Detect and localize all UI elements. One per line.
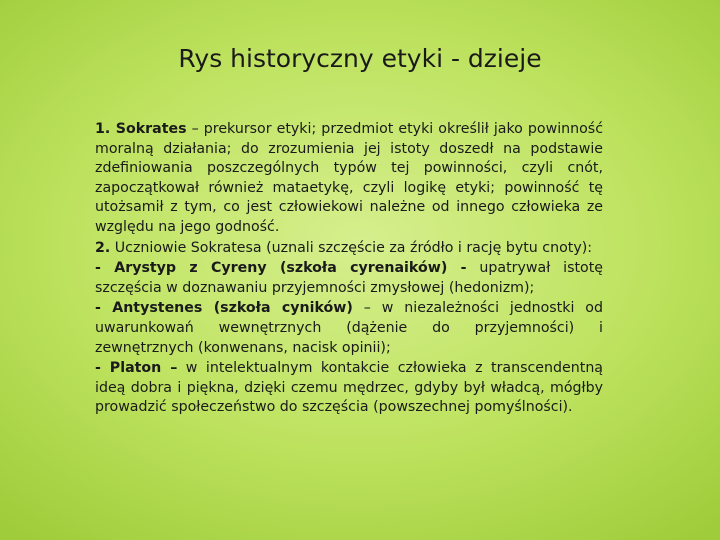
slide-body <box>95 120 603 418</box>
paragraph-text: – prekursor etyki; przedmiot etyki określił jako powinność moralną działania; do zrozumienia jej istoty doszedł na podstawie zdefiniowania poszczególnych typów tej powinności, czyli cnót, zapoczątkował również mataetykę, czyli logikę etyki; powinność tę utożsamił z tym, co jest człowiekowi należne od innego człowieka ze względu na jego godność. <box>95 121 603 235</box>
paragraph-text: – w niezależności jednostki od uwarunkowań wewnętrznych (dążenie do przyjemności) i zewnętrznych (konwenans, nacisk opinii); <box>95 300 603 356</box>
paragraph-arystyp <box>95 259 603 298</box>
paragraph-uczniowie <box>95 239 603 259</box>
paragraph-text: upatrywał istotę szczęścia w doznawaniu przyjemności zmysłowej (hedonizm); <box>95 260 604 296</box>
paragraph-antystenes <box>95 299 603 358</box>
paragraph-lead: 2. <box>95 239 111 256</box>
paragraph-lead: - Platon – <box>95 360 178 377</box>
paragraph-platon <box>95 359 603 418</box>
paragraph-sokrates <box>95 120 603 238</box>
slide-title: Rys historyczny etyki - dzieje <box>178 44 542 73</box>
paragraph-lead: 1. Sokrates <box>95 121 187 137</box>
paragraph-text: w intelektualnym kontakcie człowieka z transcendentną ideą dobra i piękna, dzięki czemu mędrzec, gdyby był władcą, mógłby prowadzić społeczeństwo do szczęścia (powszechnej pomyślności). <box>95 360 603 416</box>
paragraph-lead: - Arystyp z Cyreny (szkoła cyrenaików) - <box>95 260 467 277</box>
paragraph-lead: - Antystenes (szkoła cyników) <box>95 300 353 317</box>
paragraph-text: Uczniowie Sokratesa (uznali szczęście za źródło i rację bytu cnoty): <box>110 239 593 256</box>
